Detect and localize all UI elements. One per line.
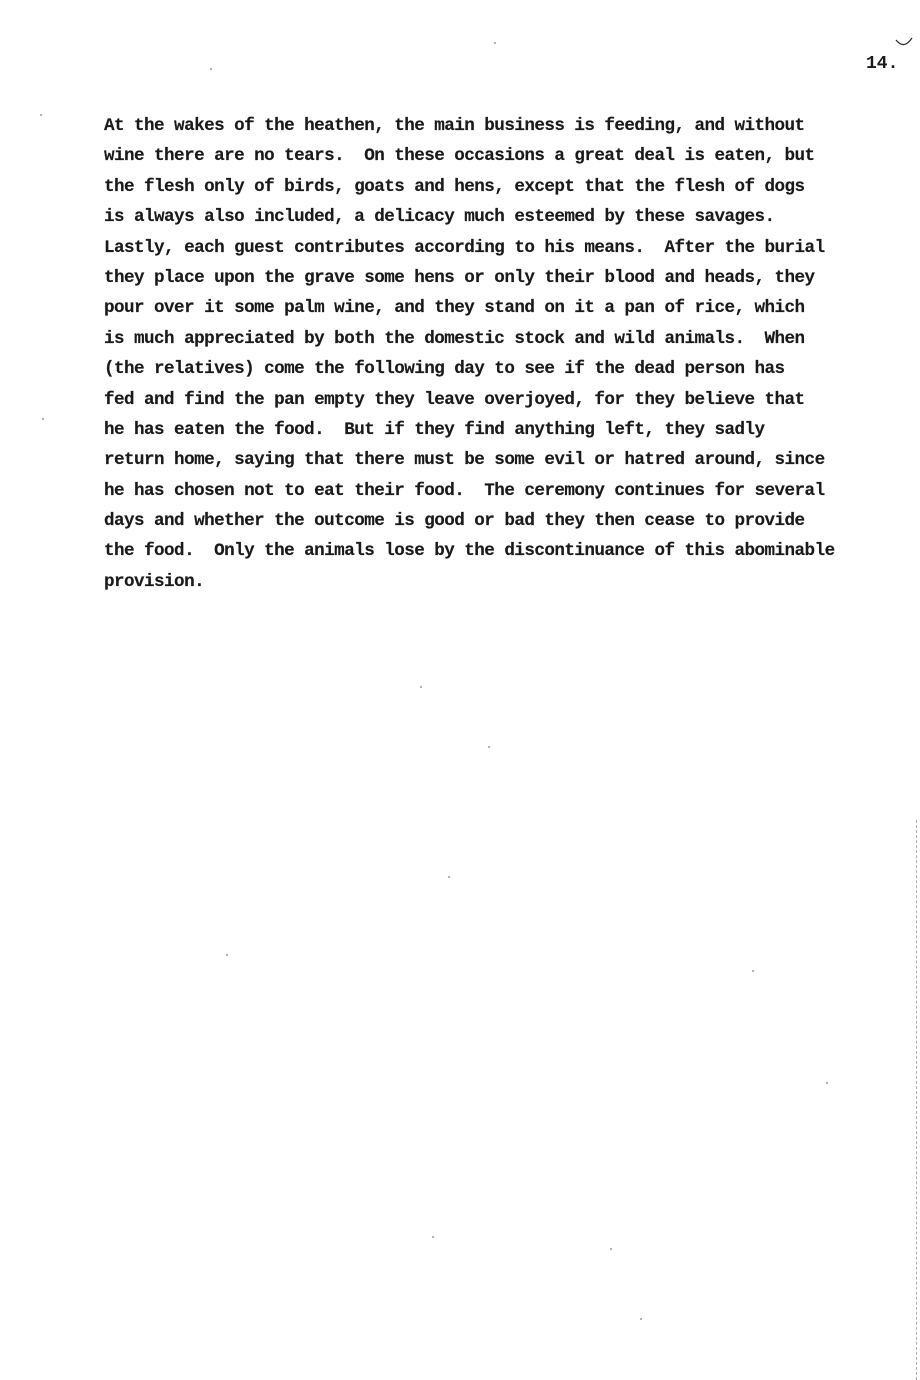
text-line: return home, saying that there must be some evil or hatred around, since (104, 450, 825, 471)
text-line: he has chosen not to eat their food. The ceremony continues for several (104, 480, 825, 501)
text-line: they place upon the grave some hens or only their blood and heads, they (104, 267, 815, 288)
scan-speck (826, 1082, 828, 1084)
page-number: 14. (866, 54, 899, 74)
pen-mark-icon (894, 34, 914, 50)
text-line: he has eaten the food. But if they find anything left, they sadly (104, 419, 765, 440)
scan-speck (448, 876, 450, 878)
scan-speck (40, 114, 42, 116)
text-line: wine there are no tears. On these occasions a great deal is eaten, but (104, 146, 815, 167)
scan-speck (640, 1318, 642, 1320)
scan-speck (752, 970, 754, 972)
text-line: is much appreciated by both the domestic stock and wild animals. When (104, 328, 805, 349)
text-line: days and whether the outcome is good or bad they then cease to provide (104, 511, 805, 532)
scan-speck (420, 686, 422, 688)
scan-speck (494, 42, 496, 44)
text-line: provision. (104, 571, 205, 592)
scan-speck (42, 418, 44, 420)
text-line: pour over it some palm wine, and they stand on it a pan of rice, which (104, 298, 805, 319)
text-line: (the relatives) come the following day to see if the dead person has (104, 359, 785, 380)
body-paragraph (104, 111, 884, 597)
scan-speck (210, 68, 212, 70)
text-line: At the wakes of the heathen, the main business is feeding, and without (104, 116, 805, 136)
text-line: fed and find the pan empty they leave overjoyed, for they believe that (104, 389, 805, 410)
text-line: the flesh only of birds, goats and hens, except that the flesh of dogs (104, 176, 805, 197)
text-line: is always also included, a delicacy much esteemed by these savages. (104, 207, 775, 228)
text-line: the food. Only the animals lose by the discontinuance of this abominable (104, 541, 835, 562)
text-line: Lastly, each guest contributes according to his means. After the burial (104, 237, 825, 258)
scan-edge-line (916, 820, 918, 1380)
scan-speck (610, 1248, 612, 1250)
scan-speck (226, 954, 228, 956)
scan-speck (488, 746, 490, 748)
scan-speck (432, 1236, 434, 1238)
